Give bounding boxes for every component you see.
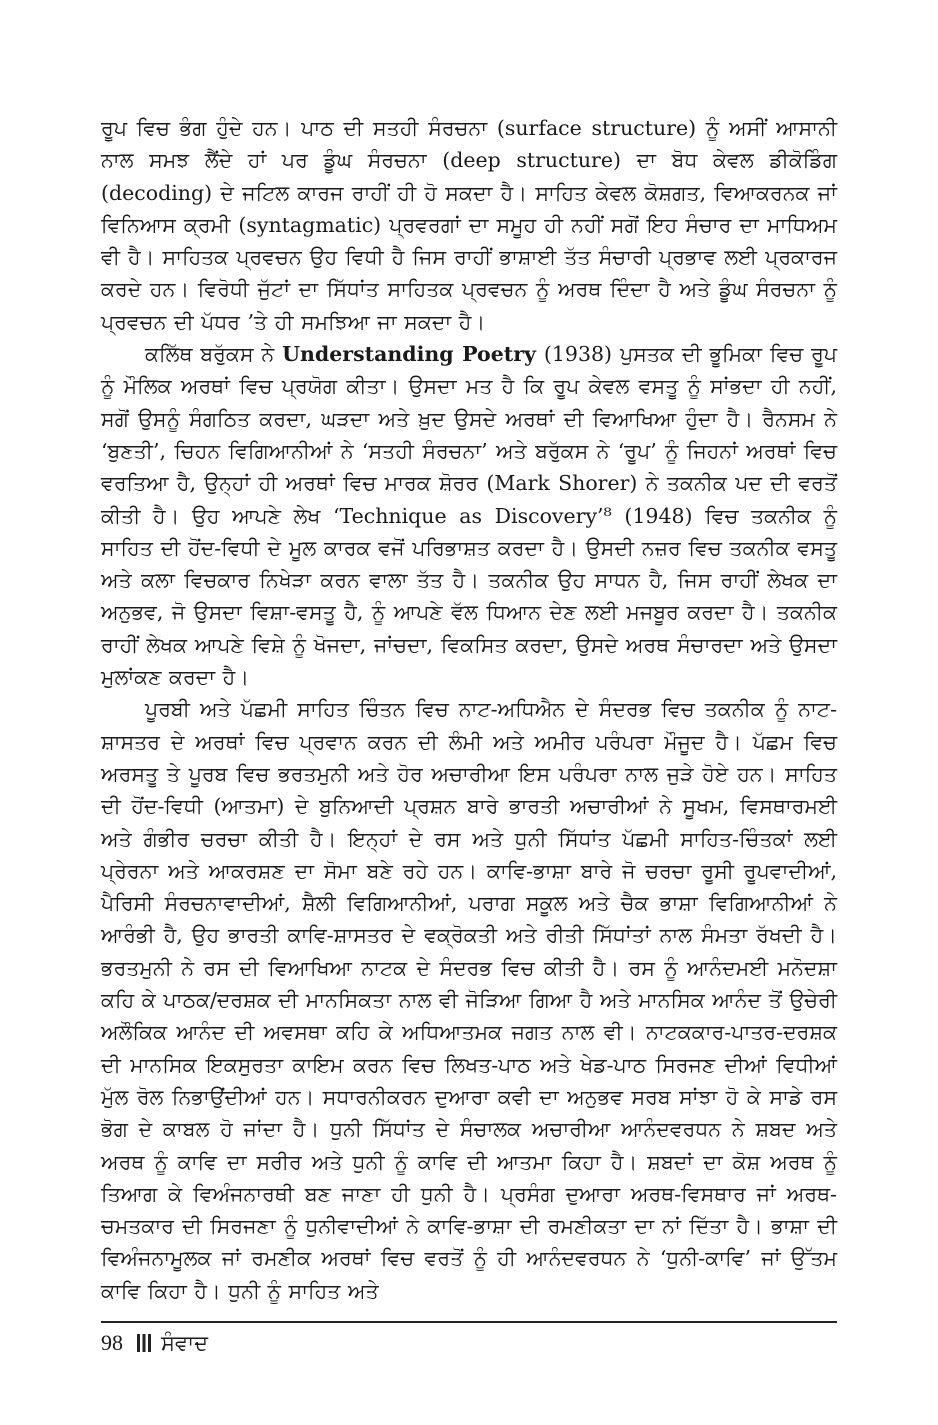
journal-name: ਸੰਵਾਦ [161, 1330, 209, 1355]
page-body [101, 112, 837, 1307]
paragraph-text-run: (1938) ਪੁਸਤਕ ਦੀ ਭੂਮਿਕਾ ਵਿਚ ਰੂਪ ਨੂੰ ਮੌਲਿਕ ਅਰਥਾਂ ਵਿਚ ਪ੍ਰਯੋਗ ਕੀਤਾ। ਉਸਦਾ ਮਤ ਹੈ ਕਿ ਰੂਪ ਕੇਵਲ ਵਸਤੂ ਨੂੰ ਸਾਂਭਦਾ ਹੀ ਨਹੀਂ, ਸਗੋਂ ਉਸਨੂੰ ਸੰਗਠਿਤ ਕਰਦਾ, ਘੜਦਾ ਅਤੇ ਖ਼ੁਦ ਉਸਦੇ ਅਰਥਾਂ ਦੀ ਵਿਆਖਿਆ ਹੁੰਦਾ ਹੈ। ਰੈਨਸਮ ਨੇ ‘ਬੁਣਤੀ’, ਚਿਹਨ ਵਿਗਿਆਨੀਆਂ ਨੇ ‘ਸਤਹੀ ਸੰਰਚਨਾ’ ਅਤੇ ਬਰੁੱਕਸ ਨੇ ‘ਰੂਪ’ ਨੂੰ ਜਿਹਨਾਂ ਅਰਥਾਂ ਵਿਚ ਵਰਤਿਆ ਹੈ, ਉਨ੍ਹਾਂ ਹੀ ਅਰਥਾਂ ਵਿਚ ਮਾਰਕ ਸ਼ੋਰਰ (Mark Shorer) ਨੇ ਤਕਨੀਕ ਪਦ ਦੀ ਵਰਤੋਂ ਕੀਤੀ ਹੈ। ਉਹ ਆਪਣੇ ਲੇਖ ‘Technique as Discovery’⁸ (1948) ਵਿਚ ਤਕਨੀਕ ਨੂੰ ਸਾਹਿਤ ਦੀ ਹੋਂਦ-ਵਿਧੀ ਦੇ ਮੂਲ ਕਾਰਕ ਵਜੋਂ ਪਰਿਭਾਸ਼ਤ ਕਰਦਾ ਹੈ। ਉਸਦੀ ਨਜ਼ਰ ਵਿਚ ਤਕਨੀਕ ਵਸਤੂ ਅਤੇ ਕਲਾ ਵਿਚਕਾਰ ਨਿਖੇੜਾ ਕਰਨ ਵਾਲਾ ਤੱਤ ਹੈ। ਤਕਨੀਕ ਉਹ ਸਾਧਨ ਹੈ, ਜਿਸ ਰਾਹੀਂ ਲੇਖਕ ਦਾ ਅਨੁਭਵ, ਜੋ ਉਸਦਾ ਵਿਸ਼ਾ-ਵਸਤੂ ਹੈ, ਨੂੰ ਆਪਣੇ ਵੱਲ ਧਿਆਨ ਦੇਣ ਲਈ ਮਜਬੂਰ ਕਰਦਾ ਹੈ। ਤਕਨੀਕ ਰਾਹੀਂ ਲੇਖਕ ਆਪਣੇ ਵਿਸ਼ੇ ਨੂੰ ਖੋਜਦਾ, ਜਾਂਚਦਾ, ਵਿਕਸਿਤ ਕਰਦਾ, ਉਸਦੇ ਅਰਥ ਸੰਚਾਰਦਾ ਅਤੇ ਉਸਦਾ ਮੁਲਾਂਕਣ ਕਰਦਾ ਹੈ। [101, 342, 838, 690]
paragraph-3 [101, 693, 837, 1307]
footer-rule [101, 1321, 837, 1323]
page-number: 98 [101, 1330, 123, 1355]
paragraph-1 [101, 112, 837, 338]
paragraph-text-run: ਕਲਿੱਥ ਬਰੁੱਕਸ ਨੇ [145, 342, 283, 367]
book-title-text: Understanding Poetry [282, 342, 536, 367]
paragraph-text-run: ਰੂਪ ਵਿਚ ਭੰਗ ਹੁੰਦੇ ਹਨ। ਪਾਠ ਦੀ ਸਤਹੀ ਸੰਰਚਨਾ (surface structure) ਨੂੰ ਅਸੀਂ ਆਸਾਨੀ ਨਾਲ ਸਮਝ ਲੈਂਦੇ ਹਾਂ ਪਰ ਡੂੰਘ ਸੰਰਚਨਾ (deep structure) ਦਾ ਬੋਧ ਕੇਵਲ ਡੀਕੋਡਿੰਗ (decoding) ਦੇ ਜਟਿਲ ਕਾਰਜ ਰਾਹੀਂ ਹੀ ਹੋ ਸਕਦਾ ਹੈ। ਸਾਹਿਤ ਕੇਵਲ ਕੋਸ਼ਗਤ, ਵਿਆਕਰਨਕ ਜਾਂ ਵਿਨਿਆਸ ਕ੍ਰਮੀ (syntagmatic) ਪ੍ਰਵਰਗਾਂ ਦਾ ਸਮੂਹ ਹੀ ਨਹੀਂ ਸਗੋਂ ਇਹ ਸੰਚਾਰ ਦਾ ਮਾਧਿਅਮ ਵੀ ਹੈ। ਸਾਹਿਤਕ ਪ੍ਰਵਚਨ ਉਹ ਵਿਧੀ ਹੈ ਜਿਸ ਰਾਹੀਂ ਭਾਸ਼ਾਈ ਤੱਤ ਸੰਚਾਰੀ ਪ੍ਰਭਾਵ ਲਈ ਪ੍ਰਕਾਰਜ ਕਰਦੇ ਹਨ। ਵਿਰੋਧੀ ਜੁੱਟਾਂ ਦਾ ਸਿੱਧਾਂਤ ਸਾਹਿਤਕ ਪ੍ਰਵਚਨ ਨੂੰ ਅਰਥ ਦਿੰਦਾ ਹੈ ਅਤੇ ਡੂੰਘ ਸੰਰਚਨਾ ਨੂੰ ਪ੍ਰਵਚਨ ਦੀ ਪੱਧਰ ’ਤੇ ਹੀ ਸਮਝਿਆ ਜਾ ਸਕਦਾ ਹੈ। [101, 116, 837, 334]
paragraph-2 [101, 338, 837, 693]
paragraph-text-run: ਪੂਰਬੀ ਅਤੇ ਪੱਛਮੀ ਸਾਹਿਤ ਚਿੰਤਨ ਵਿਚ ਨਾਟ-ਅਧਿਐਨ ਦੇ ਸੰਦਰਭ ਵਿਚ ਤਕਨੀਕ ਨੂੰ ਨਾਟ-ਸ਼ਾਸਤਰ ਦੇ ਅਰਥਾਂ ਵਿਚ ਪ੍ਰਵਾਨ ਕਰਨ ਦੀ ਲੰਮੀ ਅਤੇ ਅਮੀਰ ਪਰੰਪਰਾ ਮੌਜੂਦ ਹੈ। ਪੱਛਮ ਵਿਚ ਅਰਸਤੂ ਤੇ ਪੂਰਬ ਵਿਚ ਭਰਤਮੁਨੀ ਅਤੇ ਹੋਰ ਅਚਾਰੀਆ ਇਸ ਪਰੰਪਰਾ ਨਾਲ ਜੁੜੇ ਹੋਏ ਹਨ। ਸਾਹਿਤ ਦੀ ਹੋਂਦ-ਵਿਧੀ (ਆਤਮਾ) ਦੇ ਬੁਨਿਆਦੀ ਪ੍ਰਸ਼ਨ ਬਾਰੇ ਭਾਰਤੀ ਅਚਾਰੀਆਂ ਨੇ ਸੂਖਮ, ਵਿਸਥਾਰਮਈ ਅਤੇ ਗੰਭੀਰ ਚਰਚਾ ਕੀਤੀ ਹੈ। ਇਨ੍ਹਾਂ ਦੇ ਰਸ ਅਤੇ ਧੁਨੀ ਸਿੱਧਾਂਤ ਪੱਛਮੀ ਸਾਹਿਤ-ਚਿੰਤਕਾਂ ਲਈ ਪ੍ਰੇਰਨਾ ਅਤੇ ਆਕਰਸ਼ਣ ਦਾ ਸੋਮਾ ਬਣੇ ਰਹੇ ਹਨ। ਕਾਵਿ-ਭਾਸ਼ਾ ਬਾਰੇ ਜੋ ਚਰਚਾ ਰੂਸੀ ਰੂਪਵਾਦੀਆਂ, ਪੈਰਿਸੀ ਸੰਰਚਨਾਵਾਦੀਆਂ, ਸ਼ੈਲੀ ਵਿਗਿਆਨੀਆਂ, ਪਰਾਗ ਸਕੂਲ ਅਤੇ ਚੈਕ ਭਾਸ਼ਾ ਵਿਗਿਆਨੀਆਂ ਨੇ ਆਰੰਭੀ ਹੈ, ਉਹ ਭਾਰਤੀ ਕਾਵਿ-ਸ਼ਾਸਤਰ ਦੇ ਵਕ੍ਰੋਕਤੀ ਅਤੇ ਰੀਤੀ ਸਿੱਧਾਂਤਾਂ ਨਾਲ ਸੰਮਤਾ ਰੱਖਦੀ ਹੈ। ਭਰਤਮੁਨੀ ਨੇ ਰਸ ਦੀ ਵਿਆਖਿਆ ਨਾਟਕ ਦੇ ਸੰਦਰਭ ਵਿਚ ਕੀਤੀ ਹੈ। ਰਸ ਨੂੰ ਆਨੰਦਮਈ ਮਨੋਦਸ਼ਾ ਕਹਿ ਕੇ ਪਾਠਕ/ਦਰਸ਼ਕ ਦੀ ਮਾਨਸਿਕਤਾ ਨਾਲ ਵੀ ਜੋੜਿਆ ਗਿਆ ਹੈ ਅਤੇ ਮਾਨਸਿਕ ਆਨੰਦ ਤੋਂ ਉਚੇਰੀ ਅਲੌਕਿਕ ਆਨੰਦ ਦੀ ਅਵਸਥਾ ਕਹਿ ਕੇ ਅਧਿਆਤਮਕ ਜਗਤ ਨਾਲ ਵੀ। ਨਾਟਕਕਾਰ-ਪਾਤਰ-ਦਰਸ਼ਕ ਦੀ ਮਾਨਸਿਕ ਇਕਸੁਰਤਾ ਕਾਇਮ ਕਰਨ ਵਿਚ ਲਿਖਤ-ਪਾਠ ਅਤੇ ਖੇਡ-ਪਾਠ ਸਿਰਜਣ ਦੀਆਂ ਵਿਧੀਆਂ ਮੁੱਲ ਰੋਲ ਨਿਭਾਉਂਦੀਆਂ ਹਨ। ਸਧਾਰਨੀਕਰਨ ਦੁਆਰਾ ਕਵੀ ਦਾ ਅਨੁਭਵ ਸਰਬ ਸਾਂਝਾ ਹੋ ਕੇ ਸਾਡੇ ਰਸ ਭੋਗ ਦੇ ਕਾਬਲ ਹੋ ਜਾਂਦਾ ਹੈ। ਧੁਨੀ ਸਿੱਧਾਂਤ ਦੇ ਸੰਚਾਲਕ ਅਚਾਰੀਆ ਆਨੰਦਵਰਧਨ ਨੇ ਸ਼ਬਦ ਅਤੇ ਅਰਥ ਨੂੰ ਕਾਵਿ ਦਾ ਸਰੀਰ ਅਤੇ ਧੁਨੀ ਨੂੰ ਕਾਵਿ ਦੀ ਆਤਮਾ ਕਿਹਾ ਹੈ। ਸ਼ਬਦਾਂ ਦਾ ਕੋਸ਼ ਅਰਥ ਨੂੰ ਤਿਆਗ ਕੇ ਵਿਅੰਜਨਾਰਥੀ ਬਣ ਜਾਣਾ ਹੀ ਧੁਨੀ ਹੈ। ਪ੍ਰਸੰਗ ਦੁਆਰਾ ਅਰਥ-ਵਿਸਥਾਰ ਜਾਂ ਅਰਥ-ਚਮਤਕਾਰ ਦੀ ਸਿਰਜਣਾ ਨੂੰ ਧੁਨੀਵਾਦੀਆਂ ਨੇ ਕਾਵਿ-ਭਾਸ਼ਾ ਦੀ ਰਮਣੀਕਤਾ ਦਾ ਨਾਂ ਦਿੱਤਾ ਹੈ। ਭਾਸ਼ਾ ਦੀ ਵਿਅੰਜਨਾਮੂਲਕ ਜਾਂ ਰਮਣੀਕ ਅਰਥਾਂ ਵਿਚ ਵਰਤੋਂ ਨੂੰ ਹੀ ਆਨੰਦਵਰਧਨ ਨੇ ‘ਧੁਨੀ-ਕਾਵਿ’ ਜਾਂ ਉੱਤਮ ਕਾਵਿ ਕਿਹਾ ਹੈ। ਧੁਨੀ ਨੂੰ ਸਾਹਿਤ ਅਤੇ [101, 697, 837, 1303]
page-footer [101, 1328, 208, 1358]
vertical-bars-icon [137, 1333, 153, 1353]
